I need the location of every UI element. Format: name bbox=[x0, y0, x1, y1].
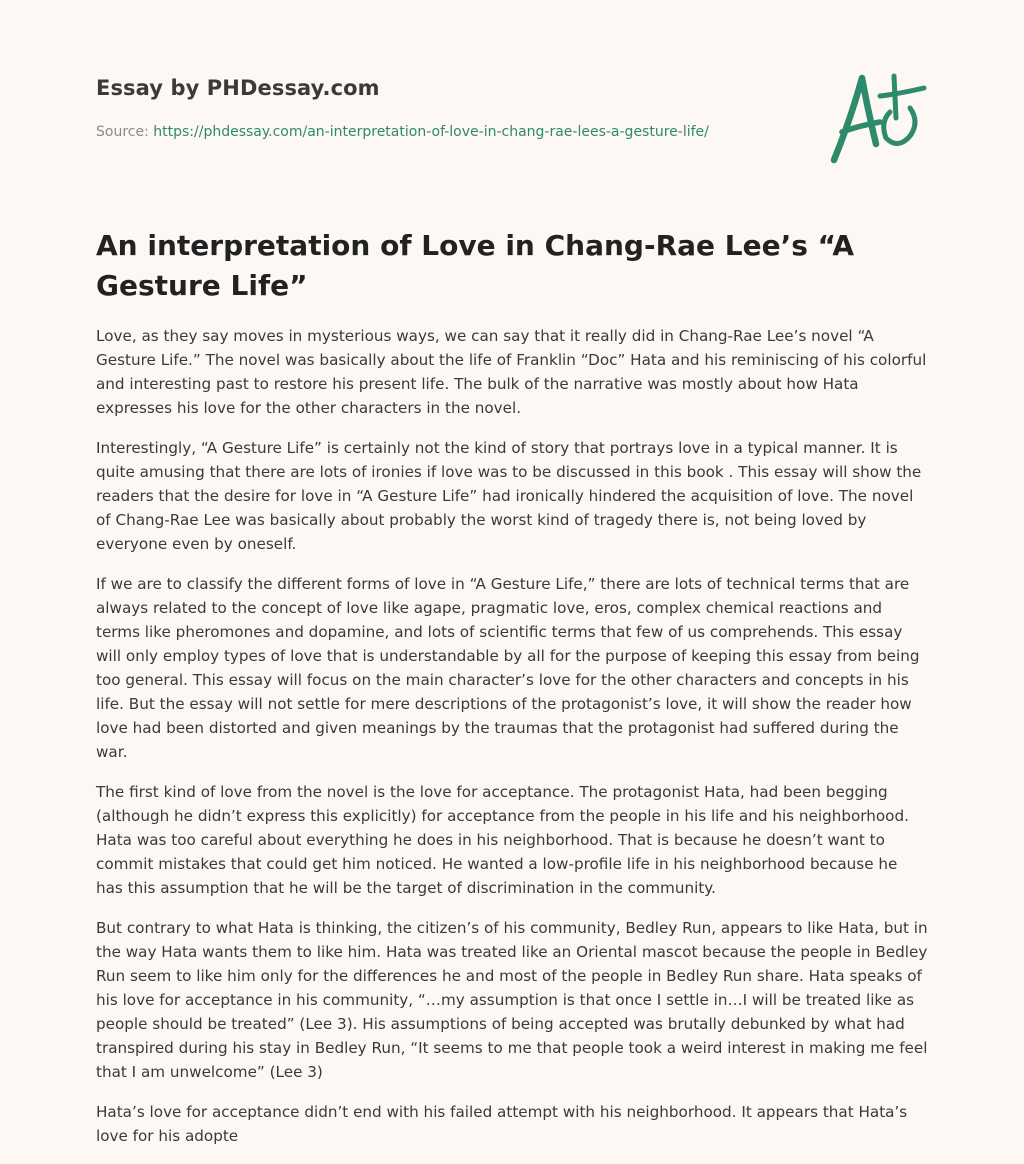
paragraph: Hata’s love for acceptance didn’t end with his failed attempt with his neighborhood. It appears that Hata’s love for his adopte bbox=[96, 1103, 908, 1145]
paragraph: Interestingly, “A Gesture Life” is certainly not the kind of story that portrays love in a typical manner. It is quite amusing that there are lots of ironies if love was to be discussed in this book . This essay will show the readers that the desire for love in “A Gesture Life” had ironically hindered the acquisition of love. The novel of Chang-Rae Lee was basically about probably the worst kind of tragedy there is, not being loved by everyone even by oneself. bbox=[96, 439, 922, 553]
source-link[interactable]: https://phdessay.com/an-interpretation-of-love-in-chang-rae-lees-a-gesture-life/ bbox=[153, 124, 709, 140]
site-brand: Essay by PHDessay.com bbox=[96, 76, 380, 100]
paragraph: The first kind of love from the novel is the love for acceptance. The protagonist Hata, had been begging (although he didn’t express this explicitly) for acceptance from the people in his life and his neighborhood. Hata was too careful about everything he does in his neighborhood. That is because he doesn’t want to commit mistakes that could get him noticed. He wanted a low-profile life in his neighborhood because he has this assumption that he will be the target of discrimination in the community. bbox=[96, 783, 909, 897]
source-label: Source: bbox=[96, 124, 149, 140]
a-plus-logo-icon bbox=[828, 66, 928, 166]
paragraph: But contrary to what Hata is thinking, the citizen’s of his community, Bedley Run, appears to like Hata, but in the way Hata wants them to like him. Hata was treated like an Oriental mascot because the people in Bedley Run seem to like him only for the differences he and most of the people in Bedley Run share. Hata speaks of his love for acceptance in his community, “…my assumption is that once I settle in…I will be treated like as people should be treated” (Lee 3). His assumptions of being accepted was brutally debunked by what had transpired during his stay in Bedley Run, “It seems to me that people took a weird interest in making me feel that I am unwelcome” (Lee 3) bbox=[96, 919, 928, 1081]
essay-body bbox=[96, 324, 928, 1164]
source-line bbox=[96, 124, 709, 140]
essay-title: An interpretation of Love in Chang-Rae Lee’s “A Gesture Life” bbox=[96, 229, 855, 302]
paragraph: Love, as they say moves in mysterious ways, we can say that it really did in Chang-Rae Lee’s novel “A Gesture Life.” The novel was basically about the life of Franklin “Doc” Hata and his reminiscing of his colorful and interesting past to restore his present life. The bulk of the narrative was mostly about how Hata expresses his love for the other characters in the novel. bbox=[96, 327, 927, 417]
paragraph: If we are to classify the different forms of love in “A Gesture Life,” there are lots of technical terms that are always related to the concept of love like agape, pragmatic love, eros, complex chemical reactions and terms like pheromones and dopamine, and lots of scientific terms that few of us comprehends. This essay will only employ types of love that is understandable by all for the purpose of keeping this essay from being too general. This essay will focus on the main character’s love for the other characters and concepts in his life. But the essay will not settle for mere descriptions of the protagonist’s love, it will show the reader how love had been distorted and given meanings by the traumas that the protagonist had suffered during the war. bbox=[96, 575, 920, 761]
